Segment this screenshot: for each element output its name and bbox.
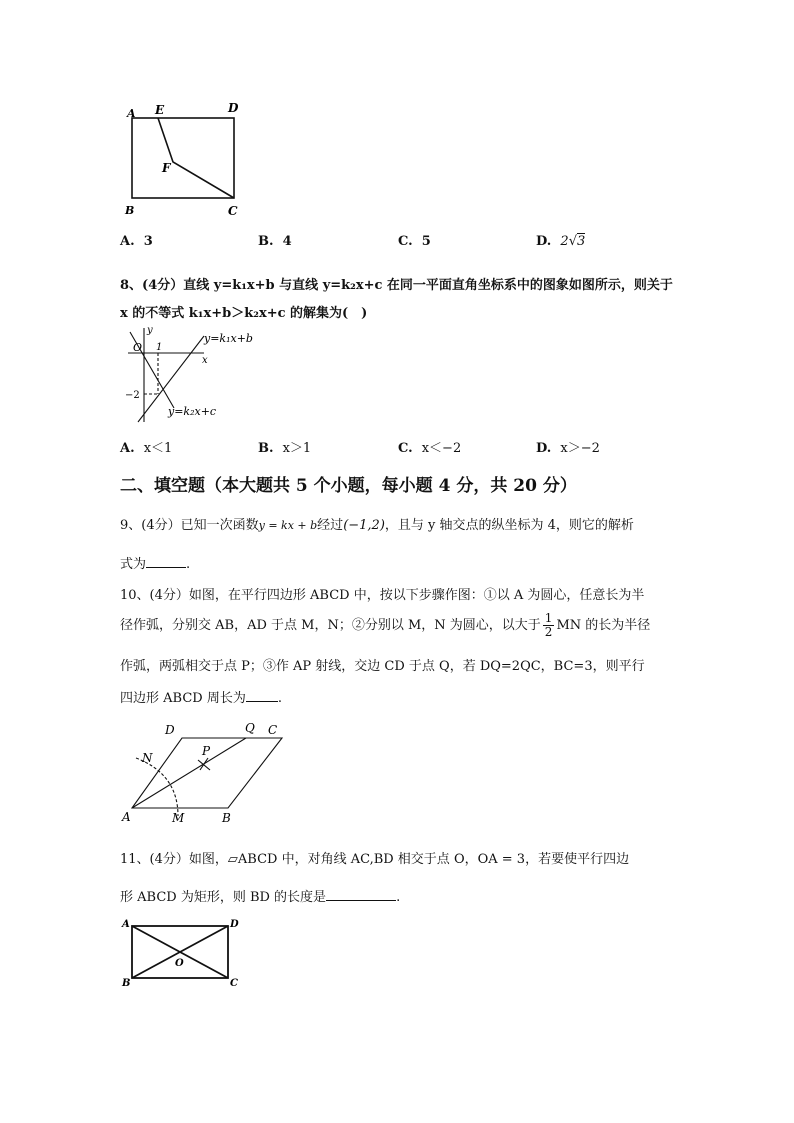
q10-fraction: $\frac{1}{2}$ <box>544 611 553 639</box>
q7-figure <box>118 98 258 220</box>
q10-label-a: A <box>122 810 131 824</box>
q8-label-x: x <box>202 355 208 366</box>
q8-option-c[interactable]: C. x＜−2 <box>398 441 462 456</box>
q8-line2: x 的不等式 k₁x+b＞k₂x+c 的解集为( ) <box>120 306 368 321</box>
q8-figure <box>118 322 278 426</box>
q11-label-b: B <box>122 978 131 989</box>
q8-option-b[interactable]: B. x＞1 <box>258 441 312 456</box>
q11-label-c: C <box>230 978 238 989</box>
q11-label-a: A <box>122 919 130 930</box>
q9-line2: 式为 . <box>120 557 191 572</box>
q7-option-c[interactable]: C. 5 <box>398 234 431 249</box>
q8-label-origin: O <box>133 341 143 354</box>
q7-path-efc <box>158 118 234 198</box>
q9-formula: y = kx + b <box>258 519 318 532</box>
q10-line1: 10、(4分）如图，在平行四边形 ABCD 中，按以下步骤作图：①以 A 为圆心，任意长为半 <box>120 588 645 603</box>
q8-option-a[interactable]: A. x＜1 <box>120 441 173 456</box>
q7-label-a: A <box>127 107 136 120</box>
q7-option-a[interactable]: A. 3 <box>120 234 153 249</box>
q7-rectangle <box>132 118 234 198</box>
q10-label-d: D <box>165 723 175 737</box>
q7-option-d-value: 2√3 <box>560 234 586 249</box>
q7-label-e: E <box>155 103 165 117</box>
q11-line2: 形 ABCD 为矩形，则 BD 的长度是 . <box>120 890 401 905</box>
q10-label-b: B <box>222 811 231 825</box>
q10-line2: 径作弧，分别交 AB，AD 于点 M，N；②分别以 M，N 为圆心，以大于 $\frac{1}{2}$ MN 的长为半径 <box>120 611 651 639</box>
q10-label-c: C <box>268 723 278 737</box>
q10-label-q: Q <box>245 721 255 735</box>
q9-line1: 9、(4分）已知一次函数y = kx + b经过(−1,2)，且与 y 轴交点的纵坐标为 4，则它的解析 <box>120 518 634 533</box>
q11-line1: 11、(4分）如图，▱ABCD 中，对角线 AC,BD 相交于点 O，OA = 3，若要使平行四边 <box>120 852 630 867</box>
q10-figure <box>118 718 288 826</box>
q7-label-d: D <box>228 101 239 115</box>
q10-answer-blank[interactable] <box>246 689 278 702</box>
q10-line4: 四边形 ABCD 周长为 . <box>120 691 282 706</box>
q7-option-d[interactable]: D. 2√3 <box>536 234 586 249</box>
q8-label-line1: y=k₁x+b <box>204 332 253 345</box>
q10-label-n: N <box>142 751 153 765</box>
q8-line1: 8、(4分）直线 y=k₁x+b 与直线 y=k₂x+c 在同一平面直角坐标系中的图象如图所示，则关于 <box>120 278 673 293</box>
q11-label-o: O <box>175 958 184 969</box>
q7-option-b[interactable]: B. 4 <box>258 234 292 249</box>
q11-answer-blank[interactable] <box>326 888 396 901</box>
q7-label-c: C <box>228 204 238 218</box>
q11-label-d: D <box>230 919 239 930</box>
section-2-title: 二、填空题（本大题共 5 个小题，每小题 4 分，共 20 分） <box>120 476 577 496</box>
q8-option-d[interactable]: D. x＞−2 <box>536 441 600 456</box>
q8-label-minus-two: −2 <box>125 390 140 401</box>
q10-label-m: M <box>172 811 185 825</box>
q9-point: (−1,2) <box>343 518 385 533</box>
q10-ray-ap <box>132 738 246 808</box>
q10-arc-p2 <box>200 758 208 770</box>
q9-answer-blank[interactable] <box>146 555 186 568</box>
sqrt-icon: √ <box>568 234 577 249</box>
q10-label-p: P <box>202 744 211 758</box>
q8-label-line2: y=k₂x+c <box>168 405 217 418</box>
q7-label-f: F <box>162 161 171 175</box>
q10-arc-mn <box>136 758 178 816</box>
q8-label-y: y <box>147 325 153 336</box>
q8-label-one: 1 <box>156 342 163 353</box>
q11-figure <box>118 914 242 992</box>
q10-line3: 作弧，两弧相交于点 P；③作 AP 射线，交边 CD 于点 Q，若 DQ=2QC，BC=3，则平行 <box>120 659 645 674</box>
q7-label-b: B <box>125 204 135 217</box>
